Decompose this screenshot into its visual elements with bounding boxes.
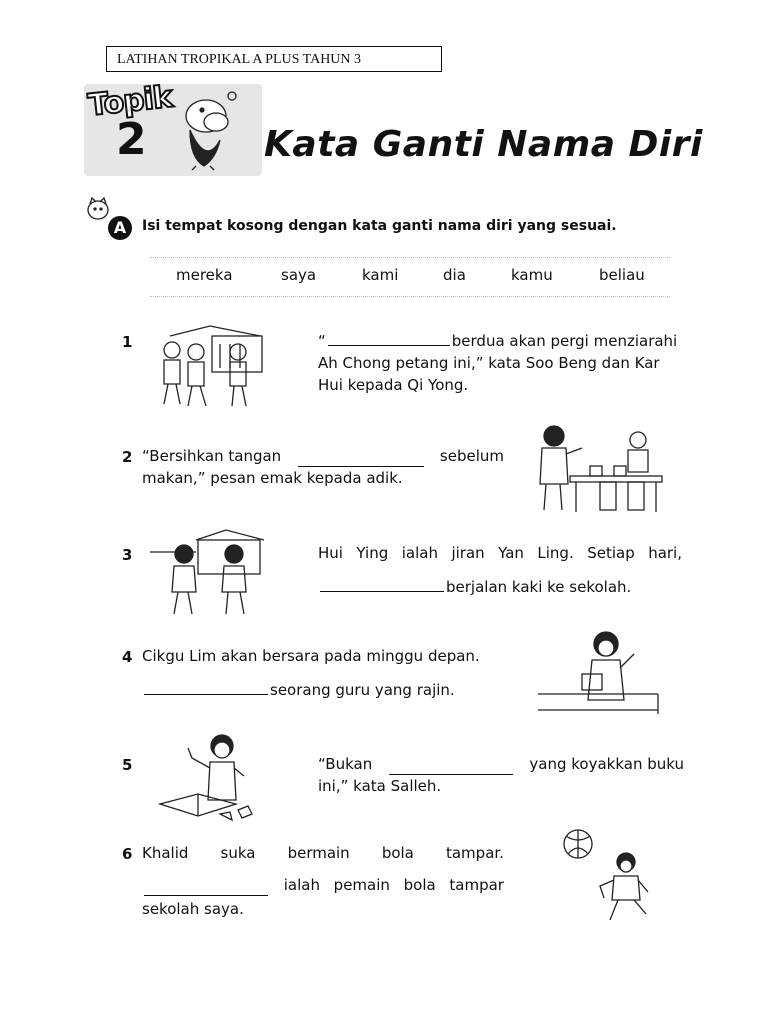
question-6-line-1: Khalid suka bermain bola tampar. — [142, 844, 504, 862]
answer-blank[interactable] — [328, 345, 450, 346]
question-1-text: “ berdua akan pergi menziarahi Ah Chong petang ini,” kata Soo Beng dan Kar Hui kepada Qi Yong. — [318, 332, 678, 394]
page-title: Kata Ganti Nama Diri — [264, 124, 703, 165]
question-number: 2 — [122, 448, 133, 466]
word-bank-top-divider — [150, 257, 670, 258]
question-2-text: “Bersihkan tangan sebelum makan,” pesan emak kepada adik. — [142, 447, 504, 487]
two-girls-walking-illustration — [146, 526, 272, 618]
word-bank-item: beliau — [599, 266, 645, 284]
mother-and-child-at-table-illustration — [530, 420, 670, 514]
question-4-line-2: seorang guru yang rajin. — [142, 679, 512, 701]
word-bank-item: kamu — [511, 266, 553, 284]
answer-blank[interactable] — [144, 895, 268, 896]
word-bank-bottom-divider — [150, 296, 670, 297]
word-bank-item: saya — [281, 266, 317, 284]
question-number: 1 — [122, 333, 133, 351]
question-4-line-1: Cikgu Lim akan bersara pada minggu depan. — [142, 647, 480, 665]
children-walking-illustration — [150, 322, 280, 414]
question-5-text: “Bukan yang koyakkan buku ini,” kata Salleh. — [318, 755, 684, 795]
hippo-mascot-icon — [176, 86, 242, 172]
topic-number: 2 — [116, 114, 147, 165]
question-3-line-1: Hui Ying ialah jiran Yan Ling. Setiap hari, — [318, 544, 682, 562]
boy-with-torn-book-illustration — [150, 730, 260, 826]
answer-blank[interactable] — [144, 694, 268, 695]
section-instruction: Isi tempat kosong dengan kata ganti nama diri yang sesuai. — [142, 218, 617, 234]
question-number: 4 — [122, 648, 133, 666]
question-3-line-2: berjalan kaki ke sekolah. — [318, 576, 684, 598]
teacher-illustration — [534, 624, 662, 718]
question-6-line-3: sekolah saya. — [142, 900, 244, 918]
answer-blank[interactable] — [320, 591, 444, 592]
question-6-line-2: ialah pemain bola tampar — [142, 874, 504, 896]
question-number: 6 — [122, 845, 133, 863]
section-letter-badge: A — [108, 216, 132, 240]
series-header: LATIHAN TROPIKAL A PLUS TAHUN 3 — [106, 46, 442, 72]
question-number: 5 — [122, 756, 133, 774]
volleyball-player-illustration — [550, 826, 660, 926]
question-number: 3 — [122, 546, 133, 564]
word-bank-item: dia — [443, 266, 466, 284]
word-bank-item: kami — [362, 266, 399, 284]
word-bank-item: mereka — [176, 266, 233, 284]
topic-word: Topik — [86, 79, 174, 124]
